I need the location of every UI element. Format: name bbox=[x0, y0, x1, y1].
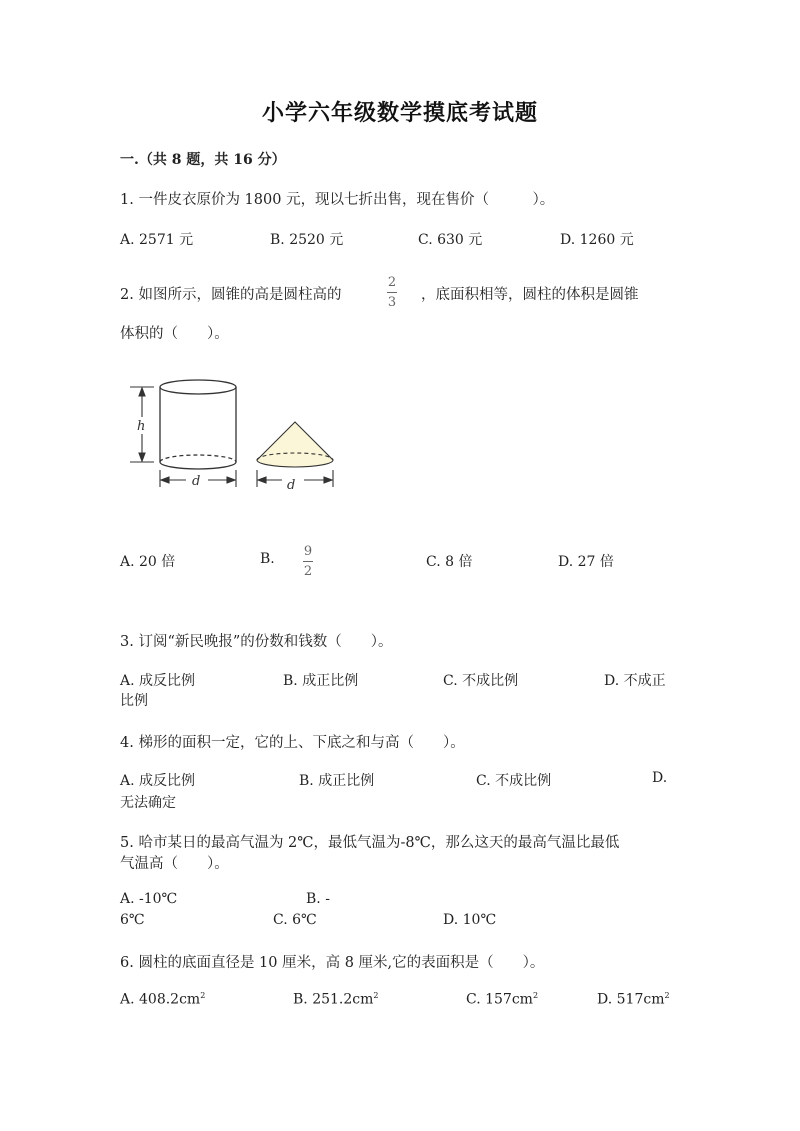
question-2-stem-part2: ，底面积相等，圆柱的体积是圆锥 bbox=[421, 287, 639, 303]
q2-fraction-denominator: 3 bbox=[387, 295, 397, 310]
squared-superscript: 2 bbox=[532, 991, 539, 1000]
cylinder-cone-figure bbox=[124, 372, 344, 502]
q3-option-c[interactable]: C. 不成比例 bbox=[443, 673, 519, 689]
section-header: 一.（共 8 题，共 16 分） bbox=[120, 152, 286, 168]
q2-option-b-numerator: 9 bbox=[303, 544, 313, 559]
question-6-stem: 6. 圆柱的底面直径是 10 厘米，高 8 厘米,它的表面积是（ ）。 bbox=[120, 955, 545, 971]
fraction-bar bbox=[387, 292, 397, 293]
cylinder-diameter-label: d bbox=[192, 474, 201, 489]
q6-option-c[interactable] bbox=[466, 991, 538, 1008]
question-4-stem: 4. 梯形的面积一定，它的上、下底之和与高（ ）。 bbox=[120, 735, 465, 751]
q2-option-b[interactable]: B. bbox=[260, 551, 275, 567]
q3-option-b[interactable]: B. 成正比例 bbox=[283, 673, 359, 689]
q1-option-b[interactable]: B. 2520 元 bbox=[270, 232, 344, 248]
q6-option-a-text: A. 408.2cm bbox=[120, 991, 201, 1008]
q5-option-d[interactable]: D. 10℃ bbox=[443, 912, 497, 928]
q5-option-b-wrap: 6℃ bbox=[120, 912, 145, 928]
exam-title: 小学六年级数学摸底考试题 bbox=[261, 100, 538, 126]
q2-option-b-fraction bbox=[303, 545, 313, 578]
q4-option-c[interactable]: C. 不成比例 bbox=[476, 773, 552, 789]
q4-option-d-wrap: 无法确定 bbox=[120, 795, 176, 811]
q5-option-b[interactable]: B. - bbox=[306, 891, 330, 907]
cone-shape bbox=[257, 422, 333, 467]
question-1-stem: 1. 一件皮衣原价为 1800 元，现以七折出售，现在售价（ ）。 bbox=[120, 192, 555, 208]
q6-option-c-text: C. 157cm bbox=[466, 991, 533, 1008]
q6-option-d[interactable] bbox=[597, 991, 670, 1008]
q2-fraction-numerator: 2 bbox=[387, 275, 397, 290]
q6-option-b-text: B. 251.2cm bbox=[293, 991, 374, 1008]
q2-option-d[interactable]: D. 27 倍 bbox=[558, 554, 614, 570]
squared-superscript: 2 bbox=[373, 991, 379, 1000]
fraction-bar bbox=[303, 561, 313, 562]
question-2-stem-line2: 体积的（ ）。 bbox=[120, 326, 229, 342]
q1-option-c[interactable]: C. 630 元 bbox=[418, 232, 483, 248]
question-5-stem: 5. 哈市某日的最高气温为 2℃，最低气温为-8℃，那么这天的最高气温比最低 bbox=[120, 835, 620, 851]
cylinder-shape bbox=[160, 380, 236, 469]
q4-option-d[interactable]: D. bbox=[652, 770, 668, 786]
question-2-stem-part1: 2. 如图所示，圆锥的高是圆柱高的 bbox=[120, 287, 342, 303]
question-5-stem-line2: 气温高（ ）。 bbox=[120, 856, 229, 872]
squared-superscript: 2 bbox=[664, 991, 670, 1000]
q6-option-a[interactable] bbox=[120, 991, 205, 1008]
q6-option-b[interactable] bbox=[293, 991, 378, 1008]
q3-option-d[interactable]: D. 不成正 bbox=[604, 673, 666, 689]
q1-option-a[interactable]: A. 2571 元 bbox=[120, 232, 194, 248]
q6-option-d-text: D. 517cm bbox=[597, 991, 665, 1008]
q2-option-c[interactable]: C. 8 倍 bbox=[426, 554, 473, 570]
q4-option-b[interactable]: B. 成正比例 bbox=[299, 773, 375, 789]
q5-option-c[interactable]: C. 6℃ bbox=[273, 912, 317, 928]
q2-fraction bbox=[387, 276, 397, 309]
cone-diameter-label: d bbox=[287, 478, 296, 493]
question-3-stem: 3. 订阅“新民晚报”的份数和钱数（ ）。 bbox=[120, 634, 393, 650]
q5-option-a[interactable]: A. -10℃ bbox=[120, 891, 178, 907]
squared-superscript: 2 bbox=[200, 991, 206, 1000]
q3-option-a[interactable]: A. 成反比例 bbox=[120, 673, 196, 689]
q1-option-d[interactable]: D. 1260 元 bbox=[560, 232, 634, 248]
q2-option-a[interactable]: A. 20 倍 bbox=[120, 554, 176, 570]
q3-option-d-wrap: 比例 bbox=[120, 693, 148, 709]
q2-option-b-denominator: 2 bbox=[303, 564, 313, 579]
cylinder-height-label: h bbox=[137, 419, 146, 434]
q4-option-a[interactable]: A. 成反比例 bbox=[120, 773, 196, 789]
